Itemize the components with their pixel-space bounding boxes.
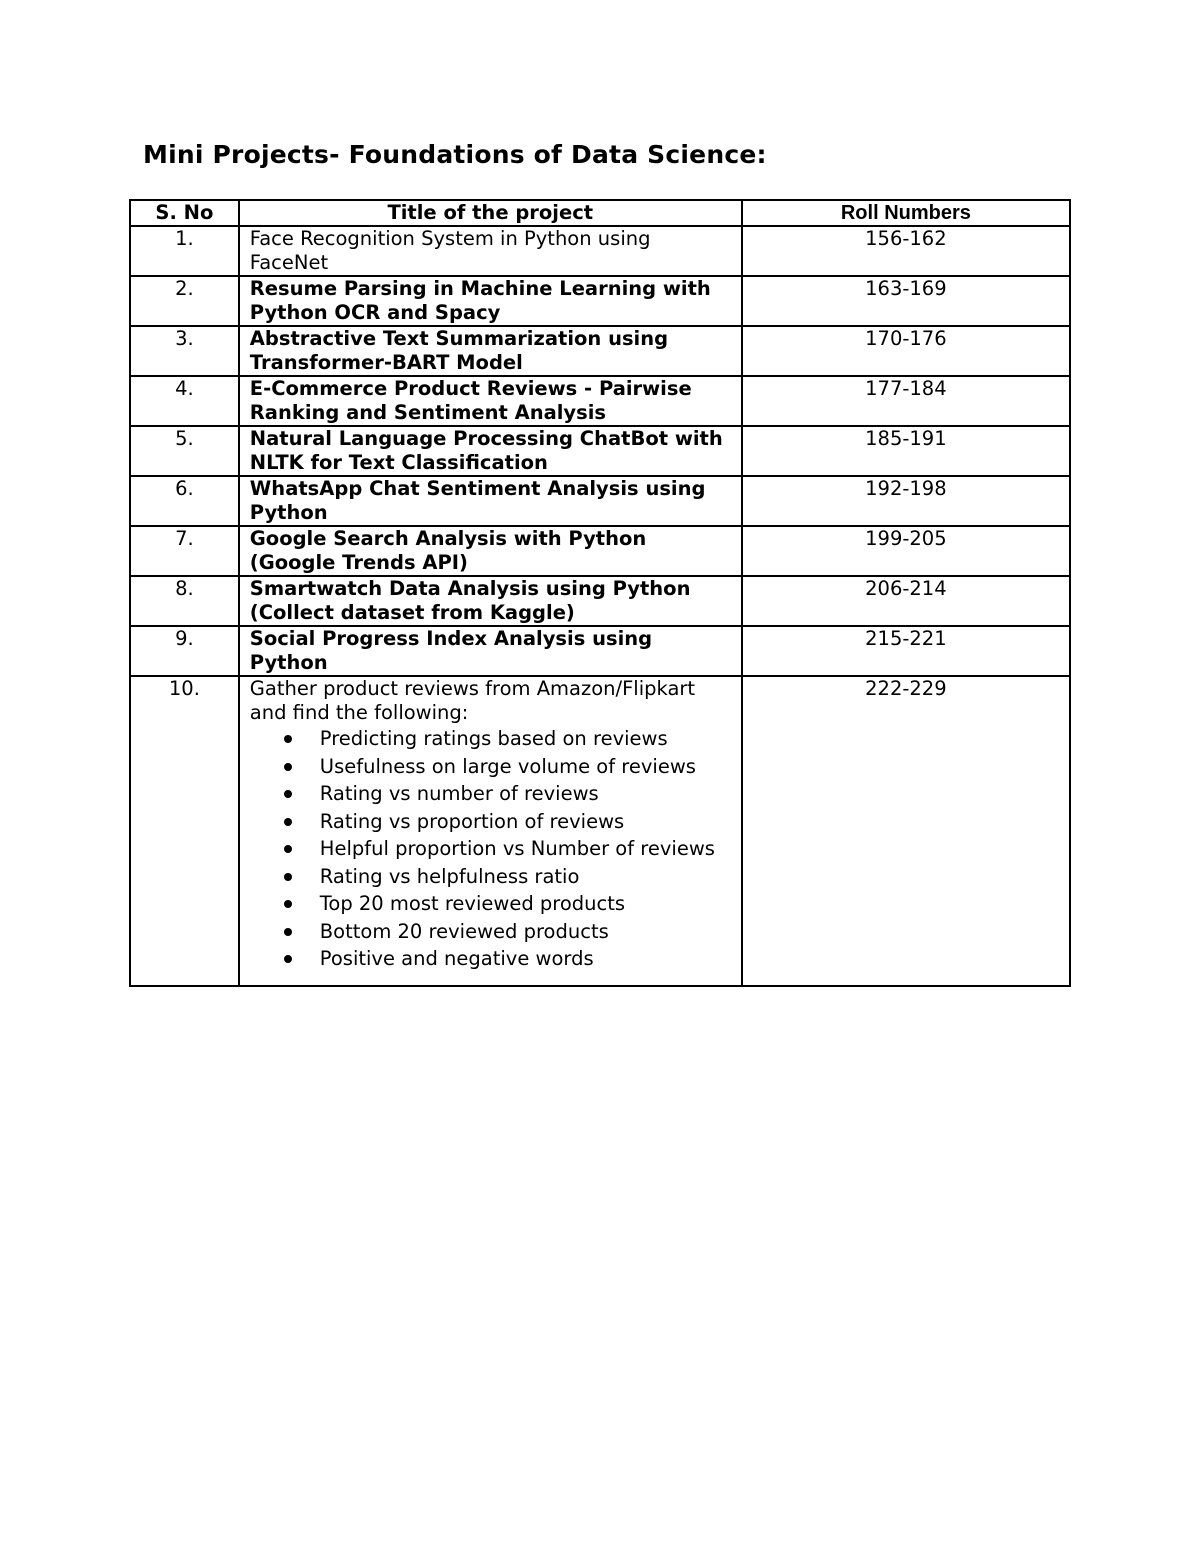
- row-title: Resume Parsing in Machine Learning with Python OCR and Spacy: [239, 276, 742, 326]
- row-sno: 2.: [130, 276, 239, 326]
- row-title: E-Commerce Product Reviews - Pairwise Ranking and Sentiment Analysis: [239, 376, 742, 426]
- list-item: [284, 863, 731, 891]
- page-title: Mini Projects- Foundations of Data Science:: [143, 140, 767, 169]
- list-item-text: Bottom 20 reviewed products: [319, 919, 609, 943]
- list-item: [284, 753, 731, 781]
- table-header-row: [130, 200, 1070, 226]
- header-title: Title of the project: [239, 200, 742, 226]
- table-row: [130, 276, 1070, 326]
- row-roll-numbers: 215-221: [742, 626, 1070, 676]
- row-sno: 9.: [130, 626, 239, 676]
- row-roll-numbers: 192-198: [742, 476, 1070, 526]
- table-row: [130, 226, 1070, 276]
- list-item: [284, 945, 731, 973]
- row-title-cell: [239, 676, 742, 986]
- row-roll-numbers: 206-214: [742, 576, 1070, 626]
- row-sno: 6.: [130, 476, 239, 526]
- row-roll-numbers: 185-191: [742, 426, 1070, 476]
- row-roll-numbers: 222-229: [742, 676, 1070, 986]
- list-item: [284, 835, 731, 863]
- row-sno: 7.: [130, 526, 239, 576]
- row-title: Gather product reviews from Amazon/Flipkart and find the following:: [249, 677, 696, 724]
- table-row: [130, 426, 1070, 476]
- row-roll-numbers: 163-169: [742, 276, 1070, 326]
- row-title: WhatsApp Chat Sentiment Analysis using Python: [239, 476, 742, 526]
- list-item-text: Usefulness on large volume of reviews: [319, 754, 696, 778]
- table-row: [130, 476, 1070, 526]
- list-item: [284, 918, 731, 946]
- bullet-icon: [284, 763, 292, 771]
- list-item-text: Positive and negative words: [319, 947, 594, 970]
- row-title: Google Search Analysis with Python (Google Trends API): [239, 526, 742, 576]
- list-item: [284, 725, 731, 753]
- list-item-text: Rating vs number of reviews: [319, 782, 599, 805]
- row-roll-numbers: 156-162: [742, 226, 1070, 276]
- row-title: Face Recognition System in Python using FaceNet: [239, 226, 742, 276]
- header-roll-numbers: Roll Numbers: [742, 200, 1070, 226]
- table-row: [130, 676, 1070, 986]
- row-roll-numbers: 170-176: [742, 326, 1070, 376]
- table-row: [130, 626, 1070, 676]
- bullet-icon: [284, 845, 292, 853]
- table-row: [130, 526, 1070, 576]
- list-item: [284, 890, 731, 918]
- bullet-icon: [284, 900, 292, 908]
- row-sno: 1.: [130, 226, 239, 276]
- row-title: Social Progress Index Analysis using Python: [239, 626, 742, 676]
- list-item-text: Rating vs proportion of reviews: [319, 809, 625, 833]
- header-sno: S. No: [130, 200, 239, 226]
- row-sno: 5.: [130, 426, 239, 476]
- table-row: [130, 576, 1070, 626]
- row-roll-numbers: 177-184: [742, 376, 1070, 426]
- bullet-icon: [284, 818, 292, 826]
- row-sno: 10.: [130, 676, 239, 986]
- bullet-icon: [284, 955, 292, 963]
- list-item-text: Rating vs helpfulness ratio: [319, 864, 580, 888]
- bullet-icon: [284, 790, 292, 798]
- projects-table: [129, 199, 1071, 987]
- row-title: Abstractive Text Summarization using Transformer-BART Model: [239, 326, 742, 376]
- row-title: Natural Language Processing ChatBot with NLTK for Text Classification: [239, 426, 742, 476]
- bullet-icon: [284, 873, 292, 881]
- list-item-text: Top 20 most reviewed products: [319, 892, 626, 915]
- analysis-list: [250, 725, 731, 973]
- list-item-text: Helpful proportion vs Number of reviews: [319, 837, 715, 860]
- list-item-text: Predicting ratings based on reviews: [319, 727, 668, 750]
- row-sno: 3.: [130, 326, 239, 376]
- row-sno: 8.: [130, 576, 239, 626]
- bullet-icon: [284, 735, 292, 743]
- table-row: [130, 326, 1070, 376]
- row-roll-numbers: 199-205: [742, 526, 1070, 576]
- row-sno: 4.: [130, 376, 239, 426]
- list-item: [284, 808, 731, 836]
- table-row: [130, 376, 1070, 426]
- bullet-icon: [284, 928, 292, 936]
- row-title: Smartwatch Data Analysis using Python (Collect dataset from Kaggle): [239, 576, 742, 626]
- list-item: [284, 780, 731, 808]
